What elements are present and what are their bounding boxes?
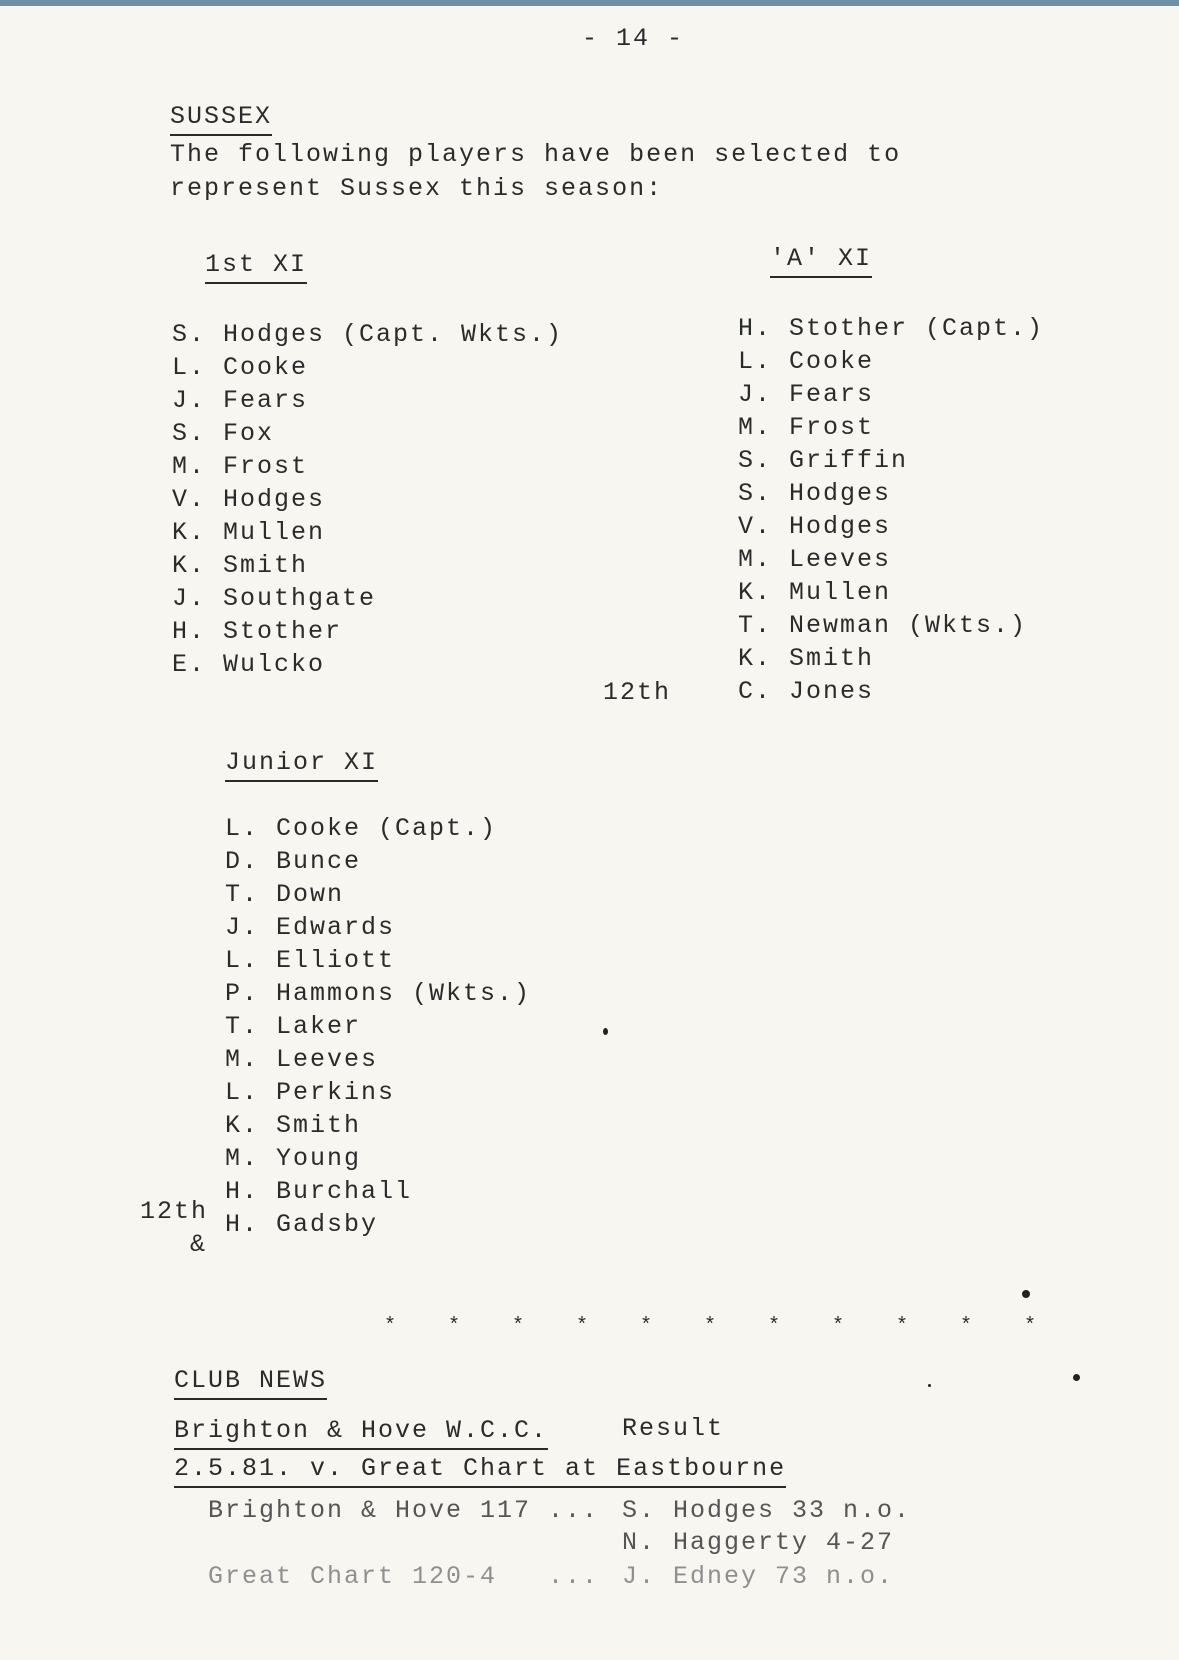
- list-item: J. Southgate: [172, 584, 377, 613]
- list-item: J. Edwards: [225, 913, 396, 942]
- list-item: K. Mullen: [172, 518, 326, 547]
- ink-speck: [603, 1028, 608, 1035]
- list-item: L. Cooke (Capt.): [225, 814, 498, 843]
- result-label: Result: [622, 1414, 725, 1443]
- list-item: L. Cooke: [172, 353, 309, 382]
- list-item: E. Wulcko: [172, 650, 326, 679]
- ink-speck: [1022, 1290, 1030, 1298]
- junior-xi-list: [225, 812, 531, 1241]
- first-xi-heading: 1st XI: [205, 250, 307, 284]
- list-item: M. Frost: [738, 413, 875, 442]
- list-item: P. Hammons (Wkts.): [225, 979, 532, 1008]
- list-item: S. Hodges: [738, 479, 892, 508]
- list-item: M. Leeves: [225, 1045, 379, 1074]
- junior-xi-twelfth-label: 12th: [140, 1197, 209, 1226]
- list-item: H. Gadsby: [225, 1210, 379, 1239]
- club-name: Brighton & Hove W.C.C.: [174, 1416, 548, 1450]
- a-xi-heading: 'A' XI: [770, 244, 872, 278]
- club-news-heading: CLUB NEWS: [174, 1366, 327, 1400]
- intro-line-2: represent Sussex this season:: [170, 174, 664, 203]
- list-item: K. Smith: [172, 551, 309, 580]
- score-great-chart: Great Chart 120-4 ...: [208, 1562, 600, 1591]
- list-item: D. Bunce: [225, 847, 362, 876]
- list-item: M. Frost: [172, 452, 309, 481]
- score-brighton: Brighton & Hove 117 ...: [208, 1496, 600, 1525]
- list-item: J. Fears: [172, 386, 309, 415]
- first-xi-twelfth-label: 12th: [603, 678, 672, 707]
- list-item: L. Elliott: [225, 946, 396, 975]
- intro-line-1: The following players have been selected to: [170, 140, 902, 169]
- list-item: V. Hodges: [738, 512, 892, 541]
- score-brighton-detail: S. Hodges 33 n.o.: [622, 1496, 912, 1525]
- list-item: L. Cooke: [738, 347, 875, 376]
- score-brighton-detail-2: N. Haggerty 4-27: [622, 1528, 895, 1557]
- list-item: H. Stother: [172, 617, 343, 646]
- list-item: T. Newman (Wkts.): [738, 611, 1028, 640]
- list-item: H. Stother (Capt.): [738, 314, 1045, 343]
- list-item: M. Leeves: [738, 545, 892, 574]
- ink-speck: [928, 1384, 931, 1387]
- list-item: V. Hodges: [172, 485, 326, 514]
- first-xi-list: [172, 318, 563, 681]
- list-item: T. Laker: [225, 1012, 362, 1041]
- list-item: S. Hodges (Capt. Wkts.): [172, 320, 564, 349]
- junior-xi-heading: Junior XI: [225, 748, 378, 782]
- a-xi-list: [738, 312, 1044, 708]
- list-item: S. Fox: [172, 419, 275, 448]
- fixture-line: 2.5.81. v. Great Chart at Eastbourne: [174, 1454, 786, 1488]
- scan-edge: [0, 0, 1179, 6]
- ink-speck: [1073, 1374, 1080, 1381]
- list-item: S. Griffin: [738, 446, 909, 475]
- page-number: - 14 -: [582, 24, 685, 53]
- list-item: M. Young: [225, 1144, 362, 1173]
- list-item: H. Burchall: [225, 1177, 413, 1206]
- list-item: J. Fears: [738, 380, 875, 409]
- junior-xi-and-label: &: [190, 1230, 208, 1259]
- list-item: L. Perkins: [225, 1078, 396, 1107]
- score-great-chart-detail: J. Edney 73 n.o.: [622, 1562, 895, 1591]
- list-item: T. Down: [225, 880, 345, 909]
- section-separator: * * * * * * * * * * *: [384, 1315, 1057, 1338]
- sussex-heading: SUSSEX: [170, 102, 272, 136]
- list-item: K. Mullen: [738, 578, 892, 607]
- list-item: K. Smith: [738, 644, 875, 673]
- list-item: C. Jones: [738, 677, 875, 706]
- list-item: K. Smith: [225, 1111, 362, 1140]
